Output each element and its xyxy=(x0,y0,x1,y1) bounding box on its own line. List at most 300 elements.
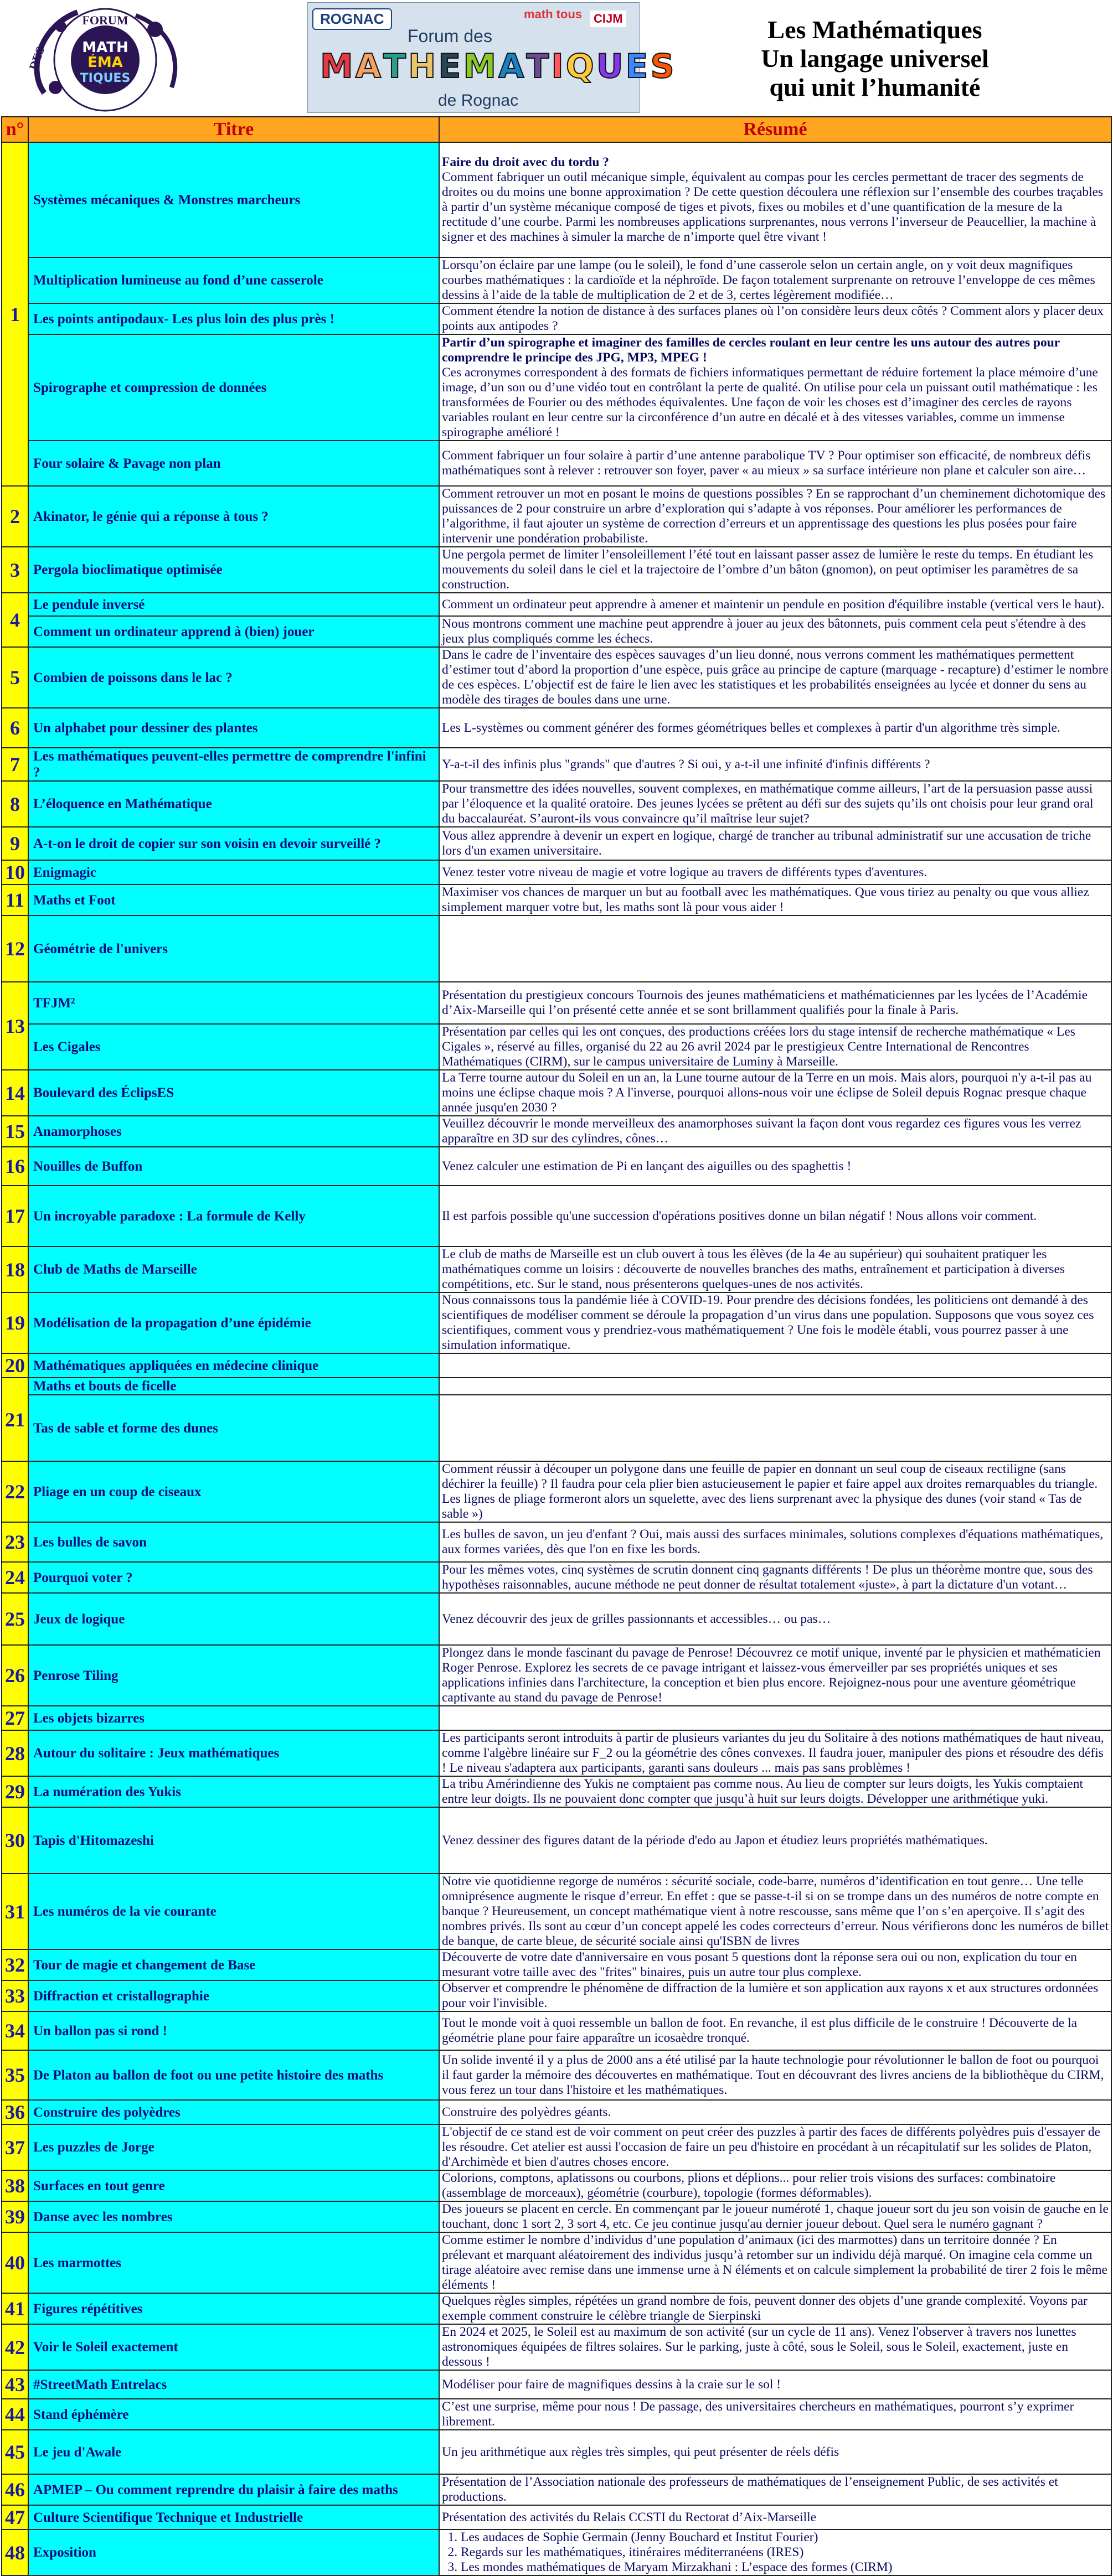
row-number: 15 xyxy=(2,1116,28,1147)
table-row xyxy=(2,1070,1111,1116)
row-number: 38 xyxy=(2,2170,28,2201)
row-title: Le pendule inversé xyxy=(28,593,439,616)
headline-line-1: Les Mathématiques xyxy=(767,15,982,44)
table-row xyxy=(2,2370,1111,2399)
row-summary xyxy=(439,1730,1111,1776)
summary-text: Présentation des activités du Relais CCSTI du Rectorat d’Aix-Marseille xyxy=(442,2510,817,2525)
row-title: Voir le Soleil exactement xyxy=(28,2324,439,2370)
summary-text: Observer et comprendre le phénomène de diffraction de la lumière et son application aux rayons x et aux structures ordonnées pour voir l'invisible. xyxy=(442,1981,1099,2010)
row-title: Boulevard des ÉclipsES xyxy=(28,1070,439,1116)
summary-text: Lorsqu’on éclaire par une lampe (ou le soleil), le fond d’une casserole selon un certain angle, on y voit deux magnifiques courbes mathématiques : la cardioïde et la néphroïde. De façon totalement surprenante on retrouve l’enveloppe de ces mêmes dessins à l’aide de la table de multiplication de 2 et de 3, certes légèrement modifiée… xyxy=(442,258,1095,302)
row-summary xyxy=(439,303,1111,334)
row-title: Nouilles de Buffon xyxy=(28,1147,439,1186)
summary-text: Présentation par celles qui les ont conçues, des productions créées lors du stage intensif de recherche mathématique « Les Cigales », réservé au filles, organisé du 22 au 26 avril 2024 par le prestigieux Centre International de Rencontres Mathématiques (CIRM), sur le campus universitaire de Luminy à Marseille. xyxy=(442,1025,1075,1069)
row-title: Tapis d'Hitomazeshi xyxy=(28,1807,439,1874)
banner-letter: H xyxy=(408,47,436,86)
table-row xyxy=(2,2505,1111,2530)
row-summary xyxy=(439,1024,1111,1070)
row-title: Pourquoi voter ? xyxy=(28,1562,439,1593)
row-summary xyxy=(439,1706,1111,1730)
row-summary xyxy=(439,1776,1111,1807)
row-title: Akinator, le génie qui a réponse à tous ? xyxy=(28,486,439,547)
row-title: Systèmes mécaniques & Monstres marcheurs xyxy=(28,142,439,257)
row-number: 19 xyxy=(2,1292,28,1353)
row-summary xyxy=(439,1593,1111,1645)
math-tous-logo: math tous xyxy=(524,7,583,21)
row-title: De Platon au ballon de foot ou une petite histoire des maths xyxy=(28,2050,439,2100)
row-summary xyxy=(439,547,1111,593)
table-row xyxy=(2,1706,1111,1730)
row-summary xyxy=(439,2474,1111,2505)
row-number: 8 xyxy=(2,781,28,827)
row-title: Les puzzles de Jorge xyxy=(28,2124,439,2170)
row-number: 32 xyxy=(2,1949,28,1980)
table-row xyxy=(2,1645,1111,1706)
row-summary xyxy=(439,2011,1111,2050)
row-title: Un incroyable paradoxe : La formule de Kelly xyxy=(28,1186,439,1246)
row-summary xyxy=(439,1147,1111,1186)
row-summary xyxy=(439,334,1111,441)
svg-text:ÉMA: ÉMA xyxy=(87,54,123,71)
table-row xyxy=(2,1147,1111,1186)
row-number: 4 xyxy=(2,593,28,647)
row-number: 24 xyxy=(2,1562,28,1593)
row-number: 2 xyxy=(2,486,28,547)
table-row xyxy=(2,1395,1111,1461)
summary-text: Modéliser pour faire de magnifiques dessins à la craie sur le sol ! xyxy=(442,2377,781,2392)
banner-letter: M xyxy=(463,47,497,86)
row-title: Les Cigales xyxy=(28,1024,439,1070)
row-summary xyxy=(439,1522,1111,1562)
row-title: Modélisation de la propagation d’une épidémie xyxy=(28,1292,439,1353)
summary-text: Maximiser vos chances de marquer un but au football avec les mathématiques. Que vous tiriez au penalty ou que vous alliez simplement marquer votre but, les maths sont là pour vous aider ! xyxy=(442,885,1089,914)
table-row xyxy=(2,547,1111,593)
column-header-title: Titre xyxy=(28,117,439,142)
row-title: Anamorphoses xyxy=(28,1116,439,1147)
row-summary xyxy=(439,1292,1111,1353)
summary-text: Les bulles de savon, un jeu d'enfant ? Oui, mais aussi des surfaces minimales, solutions complexes d'équations mathématiques, aux formes variées, dès que l'on en fixe les bords. xyxy=(442,1527,1104,1556)
exhibit-item: 2. Regards sur les mathématiques, itinéraires méditerranéens (IRES) xyxy=(461,2545,1109,2560)
row-title: Pergola bioclimatique optimisée xyxy=(28,547,439,593)
table-row xyxy=(2,1730,1111,1776)
row-summary xyxy=(439,2170,1111,2201)
headline-line-3: qui unit l’humanité xyxy=(769,73,981,101)
summary-text: Vous allez apprendre à devenir un expert en logique, chargé de trancher au tribunal administratif sur une accusation de triche lors d'un examen universitaire. xyxy=(442,829,1091,858)
row-title: Géométrie de l'univers xyxy=(28,915,439,982)
table-row xyxy=(2,142,1111,257)
table-row xyxy=(2,303,1111,334)
row-number: 26 xyxy=(2,1645,28,1706)
row-summary xyxy=(439,1070,1111,1116)
row-summary xyxy=(439,257,1111,303)
row-title: Maths et bouts de ficelle xyxy=(28,1378,439,1395)
table-row xyxy=(2,1522,1111,1562)
table-row xyxy=(2,982,1111,1024)
summary-text: Comment un ordinateur peut apprendre à amener et maintenir un pendule en position d'équilibre instable (vertical vers le haut). xyxy=(442,597,1105,612)
summary-text: Nous montrons comment une machine peut apprendre à jouer au jeux des bâtonnets, puis comment cela peut s'étendre à des jeux plus compliqués comme les échecs. xyxy=(442,617,1086,646)
table-row xyxy=(2,2399,1111,2430)
row-title: Les mathématiques peuvent-elles permettre de comprendre l'infini ? xyxy=(28,748,439,781)
row-title: Tas de sable et forme des dunes xyxy=(28,1395,439,1461)
row-summary xyxy=(439,748,1111,781)
row-number: 7 xyxy=(2,748,28,781)
row-number: 17 xyxy=(2,1186,28,1246)
row-number: 25 xyxy=(2,1593,28,1645)
row-number: 45 xyxy=(2,2430,28,2474)
summary-text: Nous connaissons tous la pandémie liée à COVID-19. Pour prendre des décisions fondées, les politiciens ont demandé à des scientifiques de modéliser comment se déroule la propagation d’un virus dans une population. Supposons que vous soyez ces scientifiques, comment vous y prendriez-vous mathématiquement ? Une fois le modèle établi, vous pourrez passer à une simulation informatique. xyxy=(442,1293,1094,1352)
row-number: 41 xyxy=(2,2293,28,2324)
row-number: 33 xyxy=(2,1980,28,2011)
row-number: 47 xyxy=(2,2505,28,2530)
table-row xyxy=(2,1024,1111,1070)
row-number: 22 xyxy=(2,1461,28,1522)
banner-forum-text: Forum des xyxy=(408,26,492,46)
row-summary xyxy=(439,441,1111,486)
row-title: Surfaces en tout genre xyxy=(28,2170,439,2201)
row-summary xyxy=(439,647,1111,708)
summary-text: Un solide inventé il y a plus de 2000 ans a été utilisé par la haute technologie pour révolutionner le ballon de foot ou pourquoi il faut garder la mémoire des découvertes en mathématique. Tout en découvrant des livres anciens de la bibliothèque du CIRM, vous ferez un tour dans l'histoire et les mathématiques. xyxy=(442,2052,1104,2097)
row-number: 13 xyxy=(2,982,28,1070)
table-row xyxy=(2,441,1111,486)
row-number: 36 xyxy=(2,2100,28,2124)
table-row xyxy=(2,2050,1111,2100)
summary-text: Dans le cadre de l’inventaire des espèces sauvages d’un lieu donné, nous verrons comment les mathématiques permettent d’estimer tout d’abord la proportion d’une espèce, puis grâce au principe de capture (marquage - recapture) d’estimer le nombre de ces espèces. L’objectif est de faire le lien avec les statistiques et les probabilités enseignées au lycée et donner du sens au modèle des tirages de boules dans une urne. xyxy=(442,648,1109,707)
table-row xyxy=(2,1562,1111,1593)
row-title: #StreetMath Entrelacs xyxy=(28,2370,439,2399)
table-row xyxy=(2,1378,1111,1395)
summary-text: Plongez dans le monde fascinant du pavage de Penrose! Découvrez ce motif unique, inventé par le physicien et mathématicien Roger Penrose. Explorez les secrets de ce pavage intrigant et laissez-vous émerveiller par ses propriétés uniques et ses applications infinies dans l'architecture, la conception et bien plus encore. Rejoignez-nous pour une aventure géométrique captivante au stand du pavage de Penrose! xyxy=(442,1646,1101,1705)
row-number: 35 xyxy=(2,2050,28,2100)
row-number: 30 xyxy=(2,1807,28,1874)
table-body xyxy=(2,142,1111,2575)
row-number: 44 xyxy=(2,2399,28,2430)
table-row xyxy=(2,257,1111,303)
svg-text:DES: DES xyxy=(26,44,48,72)
row-title: Diffraction et cristallographie xyxy=(28,1980,439,2011)
table-row xyxy=(2,1461,1111,1522)
table-row xyxy=(2,593,1111,616)
row-summary xyxy=(439,982,1111,1024)
row-number: 37 xyxy=(2,2124,28,2170)
summary-text: La tribu Amérindienne des Yukis ne comptaient pas comme nous. Au lieu de compter sur leurs doigts, les Yukis comptaient entre leur doigts. Ils ne pouvaient donc compter que jusqu’à huit sur leurs doigts. Développer une arithmétique yuki. xyxy=(442,1777,1084,1806)
row-number: 14 xyxy=(2,1070,28,1116)
summary-text: L'objectif de ce stand est de voir comment on peut créer des puzzles à partir des faces de différents polyèdres puis d'essayer de les résoudre. Cet atelier est aussi l'occasion de faire un peu d'histoire en procédant à un récapitulatif sur les solides de Platon, d'Archimède et bien d'autres choses encore. xyxy=(442,2125,1101,2169)
table-row xyxy=(2,1292,1111,1353)
summary-text: Le club de maths de Marseille est un club ouvert à tous les élèves (de la 4e au supérieur) qui souhaitent pratiquer les mathématiques comme un loisirs : découverte de nouvelles branches des maths, entraînement et participation à diverses compétitions, etc. Sur le stand, nous présenterons quelques-unes de nos activités. xyxy=(442,1247,1065,1291)
row-summary xyxy=(439,1353,1111,1378)
summary-text: Comment étendre la notion de distance à des surfaces planes où l’on considère leurs deux côtés ? Comment alors y placer deux points aux antipodes ? xyxy=(442,304,1104,333)
row-summary xyxy=(439,2505,1111,2530)
table-row xyxy=(2,2530,1111,2575)
row-number: 27 xyxy=(2,1706,28,1730)
row-title: TFJM² xyxy=(28,982,439,1024)
row-number: 11 xyxy=(2,884,28,915)
table-row xyxy=(2,2100,1111,2124)
headline xyxy=(653,15,1096,102)
row-title: Combien de poissons dans le lac ? xyxy=(28,647,439,708)
row-summary xyxy=(439,860,1111,884)
summary-text: Pour les mêmes votes, cinq systèmes de scrutin donnent cinq gagnants différents ! De plus un théorème montre que, sous des hypothèses raisonnables, aucune méthode ne peut donner de résultat totalement «juste», à part la dictature d'un votant… xyxy=(442,1563,1093,1592)
row-number: 39 xyxy=(2,2201,28,2232)
row-summary xyxy=(439,1980,1111,2011)
row-summary xyxy=(439,1246,1111,1292)
summary-text: Une pergola permet de limiter l’ensoleillement l’été tout en laissant passer assez de lumière le reste du temps. En étudiant les mouvements du soleil dans le ciel et la trajectoire de l’ombre d’un bâton (gnomon), on peut optimiser les paramètres de sa construction. xyxy=(442,547,1094,592)
row-summary xyxy=(439,2324,1111,2370)
row-summary xyxy=(439,2530,1111,2575)
banner-letter: M xyxy=(320,47,353,86)
row-number: 18 xyxy=(2,1246,28,1292)
summary-lead: Partir d’un spirographe et imaginer des familles de cercles roulant en leur centre les uns autour des autres pour comprendre le principe des JPG, MP3, MPEG ! xyxy=(442,335,1060,365)
table-row xyxy=(2,2201,1111,2232)
row-number: 23 xyxy=(2,1522,28,1562)
row-summary xyxy=(439,1378,1111,1395)
summary-text: Pour transmettre des idées nouvelles, souvent complexes, en mathématique comme ailleurs, l’art de la persuasion passe aussi par l’éloquence et la qualité oratoire. Des jeunes lycées se prêtent au défi sur des sujets qu’ils ont choisis pour leur grand oral du baccalauréat. S’auront-ils vous convaincre qu’il maîtrise leur sujet? xyxy=(442,782,1094,826)
row-summary xyxy=(439,884,1111,915)
row-number: 16 xyxy=(2,1147,28,1186)
summary-text: Tout le monde voit à quoi ressemble un ballon de foot. En revanche, il est plus difficile de le construire ! Découverte de la géométrie plane pour faire apparaître un icosaèdre tronqué. xyxy=(442,2016,1078,2045)
banner-letter: E xyxy=(625,47,648,86)
table-row xyxy=(2,915,1111,982)
banner-letter: U xyxy=(596,47,624,86)
banner-letter: T xyxy=(383,47,406,86)
row-title: A-t-on le droit de copier sur son voisin en devoir surveillé ? xyxy=(28,827,439,860)
banner-maths-word xyxy=(319,47,674,86)
table-row xyxy=(2,616,1111,647)
table-row xyxy=(2,2011,1111,2050)
row-title: Figures répétitives xyxy=(28,2293,439,2324)
table-row xyxy=(2,1980,1111,2011)
summary-text: Les L-systèmes ou comment générer des formes géométriques belles et complexes à partir d'un algorithme très simple. xyxy=(442,720,1060,735)
row-title: Culture Scientifique Technique et Industrielle xyxy=(28,2505,439,2530)
row-title: Club de Maths de Marseille xyxy=(28,1246,439,1292)
row-summary xyxy=(439,616,1111,647)
row-title: Pliage en un coup de ciseaux xyxy=(28,1461,439,1522)
summary-text: Il est parfois possible qu'une succession d'opérations positives donne un bilan négatif ! Nous allons voir comment. xyxy=(442,1208,1037,1223)
summary-text: En 2024 et 2025, le Soleil est au maximum de son activité (sur un cycle de 11 ans). Venez l'observer à travers nos lunettes astronomiques équipées de filtres solaires. Sur le parking, juste à côté, sous le Soleil, sous le Soleil, exactement, juste en dessous ! xyxy=(442,2325,1076,2369)
summary-text: Comment réussir à découper un polygone dans une feuille de papier en donnant un seul coup de ciseaux rectiligne (sans déchirer la feuille) ? Il faudra pour cela plier bien astucieusement le papier et faire appel aux droites remarquables du triangle. Les lignes de pliage formeront alors un squelette, avec des liens surprenant avec la physique des dunes (voir stand « Tas de sable ») xyxy=(442,1462,1098,1521)
row-summary xyxy=(439,1949,1111,1980)
table-row xyxy=(2,1776,1111,1807)
table-row xyxy=(2,1593,1111,1645)
summary-text: Construire des polyèdres géants. xyxy=(442,2104,611,2119)
row-title: Multiplication lumineuse au fond d’une casserole xyxy=(28,257,439,303)
table-row xyxy=(2,708,1111,748)
row-title: Les marmottes xyxy=(28,2232,439,2293)
table-row xyxy=(2,1116,1111,1147)
row-number: 43 xyxy=(2,2370,28,2399)
summary-text: Notre vie quotidienne regorge de numéros : sécurité sociale, code-barre, numéros d’identification en tout genre… Une telle omniprésence augmente le risque d’erreur. En effet : que se passe-t-il si on se trompe dans un des numéros de notre compte en banque ? Heureusement, un concept mathématique vient à notre rescousse, sans même que l’on s’en aperçoive. Il s’agit des nombres privés. Ils sont au cœur d’un concept appelé les codes correcteurs d’erreur. Nous vérifierons donc les numéros de billet de banque, de carte bleue, de sécurité sociale ainsi qu'ISBN de livres xyxy=(442,1874,1109,1948)
table-row xyxy=(2,2293,1111,2324)
summary-text: Comment fabriquer un outil mécanique simple, équivalent au compas pour les cercles permettant de tracer des segments de droites ou du moins une bonne approximation ? De cette question découlera une réflexion sur l’ensemble des courbes traçables à partir d’un système mécanique composé de tiges et pivots, fixes ou mobiles et d’une quantification de la mesure de la rectitude d’une courbe. Parmi les nombreuses applications surprenantes, nous verrons l’inverseur de Peaucellier, la machine à signer et des machines à simuler la marche de n’importe quel être vivant ! xyxy=(442,170,1104,244)
row-summary xyxy=(439,1461,1111,1522)
row-number: 28 xyxy=(2,1730,28,1776)
row-number: 34 xyxy=(2,2011,28,2050)
table-row xyxy=(2,2170,1111,2201)
row-summary xyxy=(439,1874,1111,1949)
row-summary xyxy=(439,1116,1111,1147)
row-title: Comment un ordinateur apprend à (bien) jouer xyxy=(28,616,439,647)
summary-text: Colorions, comptons, aplatissons ou courbons, plions et déplions... pour relier trois visions des surfaces: combinatoire (assemblage de morceaux), géométrie (courbure), topologie (formes déformables). xyxy=(442,2171,1056,2200)
column-header-summary: Résumé xyxy=(439,117,1111,142)
program-table xyxy=(1,116,1112,2576)
summary-text: Un jeu arithmétique aux règles très simples, qui peut présenter de réels défis xyxy=(442,2444,839,2459)
exhibit-item: 3. Les mondes mathématiques de Maryam Mirzakhani : L’espace des formes (CIRM) xyxy=(461,2560,1109,2575)
banner-letter: A xyxy=(498,47,524,86)
row-number: 20 xyxy=(2,1353,28,1378)
row-title: L’éloquence en Mathématique xyxy=(28,781,439,827)
row-title: Exposition xyxy=(28,2530,439,2575)
table-row xyxy=(2,1186,1111,1246)
row-summary xyxy=(439,1645,1111,1706)
table-row xyxy=(2,1949,1111,1980)
row-summary xyxy=(439,1807,1111,1874)
row-title: Les points antipodaux- Les plus loin des plus près ! xyxy=(28,303,439,334)
row-summary xyxy=(439,2430,1111,2474)
row-summary xyxy=(439,2232,1111,2293)
summary-text: Comme estimer le nombre d’individus d’une population d’animaux (ici des marmottes) dans un territoire donnée ? En prélevant et marquant aléatoirement des individus jusqu’à retomber sur un individu déjà marqué. On imagine cela comme un tirage aléatoire avec remise dans une immense urne à N éléments et on calcule simplement la probabilité de tirer 2 fois le même éléments ! xyxy=(442,2233,1107,2292)
exhibit-item: 1. Les audaces de Sophie Germain (Jenny Bouchard et Institut Fourier) xyxy=(461,2530,1109,2545)
row-summary xyxy=(439,915,1111,982)
table-row xyxy=(2,2124,1111,2170)
banner-letter: T xyxy=(526,47,549,86)
row-number: 40 xyxy=(2,2232,28,2293)
column-header-num: n° xyxy=(2,117,28,142)
row-title: Les objets bizarres xyxy=(28,1706,439,1730)
row-title: La numération des Yukis xyxy=(28,1776,439,1807)
row-summary xyxy=(439,2050,1111,2100)
table-row xyxy=(2,2324,1111,2370)
summary-text: Y-a-t-il des infinis plus "grands" que d'autres ? Si oui, y a-t-il une infinité d'infinis différents ? xyxy=(442,757,930,772)
row-summary xyxy=(439,2201,1111,2232)
summary-text: Quelques règles simples, répétées un grand nombre de fois, peuvent donner des objets d’une grande complexité. Voyons par exemple comment construire le célèbre triangle de Sierpinski xyxy=(442,2294,1088,2323)
forum-banner xyxy=(307,2,674,113)
table-row xyxy=(2,2474,1111,2505)
row-summary xyxy=(439,1395,1111,1461)
row-title: Penrose Tiling xyxy=(28,1645,439,1706)
summary-text: Comment retrouver un mot en posant le moins de questions possibles ? En se rapprochant d’un cheminement dichotomique des puissances de 2 pour construire un arbre d’exploration qui s’adapte à vos réponses. Pour améliorer les performances de l’algorithme, il faut ajouter un système de correction d’erreurs et un apprentissage des questions les plus posées pour faire intervenir une pondération probabiliste. xyxy=(442,487,1106,546)
row-summary xyxy=(439,827,1111,860)
row-title: Tour de magie et changement de Base xyxy=(28,1949,439,1980)
table-row xyxy=(2,334,1111,441)
svg-text:FORUM: FORUM xyxy=(82,13,128,27)
banner-letter: I xyxy=(551,47,564,86)
row-number: 12 xyxy=(2,915,28,982)
svg-text:TIQUES: TIQUES xyxy=(80,71,131,85)
row-number: 5 xyxy=(2,647,28,708)
summary-text: Venez découvrir des jeux de grilles passionnants et accessibles… ou pas… xyxy=(442,1611,831,1626)
row-title: Maths et Foot xyxy=(28,884,439,915)
table-header-row xyxy=(2,117,1111,142)
row-title: APMEP – Ou comment reprendre du plaisir à faire des maths xyxy=(28,2474,439,2505)
summary-text: Des joueurs se placent en cercle. En commençant par le joueur numéroté 1, chaque joueur sort du jeu son voisin de gauche en le touchant, donc 1 sort 2, 3 sort 4, etc. Ce jeu continue jusqu'au dernier joueur debout. Quel sera le numéro gagnant ? xyxy=(442,2202,1109,2231)
banner-subtitle: de Rognac xyxy=(438,91,519,110)
row-title: Spirographe et compression de données xyxy=(28,334,439,441)
row-title: Un ballon pas si rond ! xyxy=(28,2011,439,2050)
banner-letter: S xyxy=(650,47,674,86)
table-row xyxy=(2,1353,1111,1378)
row-title: Autour du solitaire : Jeux mathématiques xyxy=(28,1730,439,1776)
row-title: Construire des polyèdres xyxy=(28,2100,439,2124)
row-number: 29 xyxy=(2,1776,28,1807)
row-summary xyxy=(439,142,1111,257)
summary-text: Présentation de l’Association nationale des professeurs de mathématiques de l’enseignement Public, de ses activités et productions. xyxy=(442,2475,1058,2504)
table-row xyxy=(2,1874,1111,1949)
row-summary xyxy=(439,2399,1111,2430)
summary-text: Découverte de votre date d'anniversaire en vous posant 5 questions dont la réponse sera oui ou non, explication du tour en mesurant votre taille avec des "frites" binaires, puis un autre tour plus complexe. xyxy=(442,1950,1077,1979)
row-number: 42 xyxy=(2,2324,28,2370)
row-summary xyxy=(439,708,1111,748)
row-summary xyxy=(439,2370,1111,2399)
summary-text: Veuillez découvrir le monde merveilleux des anamorphoses suivant la façon dont vous regardez ces figures vous les verrez apparaître en 3D sur des cylindres, cônes… xyxy=(442,1116,1081,1146)
summary-text: Ces acronymes correspondent à des formats de fichiers informatiques permettant de réduire fortement la place mémoire d’une image, d’un son ou d’une vidéo tout en contrôlant la perte de qualité. On utilise pour cela un puissant outil mathématique : les transformées de Fourier ou des méthodes équivalentes. Une façon de voir les choses est d’imaginer des cercles de rayons variables roulant en leur centre sur la circonférence d’un autre en décalé et à des vitesses variables, comme un immense spirographe amélioré ! xyxy=(442,365,1098,439)
row-number: 9 xyxy=(2,827,28,860)
headline-line-2: Un langage universel xyxy=(761,44,989,73)
row-number: 48 xyxy=(2,2530,28,2575)
summary-text: Venez calculer une estimation de Pi en lançant des aiguilles ou des spaghettis ! xyxy=(442,1158,852,1173)
banner-letter: Q xyxy=(565,47,594,86)
row-summary xyxy=(439,1186,1111,1246)
table-row xyxy=(2,647,1111,708)
svg-text:MATH: MATH xyxy=(82,39,128,56)
exhibit-list xyxy=(442,2530,1109,2575)
banner-letter: A xyxy=(355,47,382,86)
banner-letter: E xyxy=(438,47,461,86)
row-number: 3 xyxy=(2,547,28,593)
table-row xyxy=(2,781,1111,827)
table-row xyxy=(2,1807,1111,1874)
row-title: Jeux de logique xyxy=(28,1593,439,1645)
row-title: Stand éphémère xyxy=(28,2399,439,2430)
row-number: 31 xyxy=(2,1874,28,1949)
row-summary xyxy=(439,1562,1111,1593)
cijm-logo: CIJM xyxy=(590,11,626,27)
row-title: Mathématiques appliquées en médecine clinique xyxy=(28,1353,439,1378)
row-summary xyxy=(439,2124,1111,2170)
row-number: 6 xyxy=(2,708,28,748)
row-number: 21 xyxy=(2,1378,28,1461)
table-row xyxy=(2,860,1111,884)
row-summary xyxy=(439,2100,1111,2124)
table-row xyxy=(2,884,1111,915)
page-header xyxy=(0,0,1113,116)
row-number: 1 xyxy=(2,142,28,486)
row-title: Four solaire & Pavage non plan xyxy=(28,441,439,486)
rognac-logo: ROGNAC xyxy=(312,8,392,30)
summary-text: C’est une surprise, même pour nous ! De passage, des universitaires chercheurs en mathématiques, pourront s’y exprimer librement. xyxy=(442,2399,1074,2429)
summary-text: Présentation du prestigieux concours Tournois des jeunes mathématiciens et mathématiciennes par les lycées de l’Académie d’Aix-Marseille qui l’on présenté cette année et se sont brillamment qualifiés pour la finale à Paris. xyxy=(442,988,1088,1017)
row-title: Danse avec les nombres xyxy=(28,2201,439,2232)
row-summary xyxy=(439,781,1111,827)
row-title: Un alphabet pour dessiner des plantes xyxy=(28,708,439,748)
table-row xyxy=(2,827,1111,860)
summary-text: Venez tester votre niveau de magie et votre logique au travers de différents types d'aventures. xyxy=(442,865,928,880)
table-row xyxy=(2,2430,1111,2474)
table-row xyxy=(2,748,1111,781)
row-title: Le jeu d'Awale xyxy=(28,2430,439,2474)
row-summary xyxy=(439,486,1111,547)
row-number: 10 xyxy=(2,860,28,884)
row-number: 46 xyxy=(2,2474,28,2505)
summary-text: La Terre tourne autour du Soleil en un an, la Lune tourne autour de la Terre en un mois. Mais alors, pourquoi n'y a-t-il pas au moins une éclipse chaque mois ? A l'inverse, pourquoi allons-nous voir une éclipse de Soleil depuis Rognac presque chaque année jusqu'en 2030 ? xyxy=(442,1070,1092,1115)
row-title: Les bulles de savon xyxy=(28,1522,439,1562)
forum-logo xyxy=(22,4,188,112)
row-summary xyxy=(439,2293,1111,2324)
row-title: Enigmagic xyxy=(28,860,439,884)
row-title: Les numéros de la vie courante xyxy=(28,1874,439,1949)
summary-text: Venez dessiner des figures datant de la période d'edo au Japon et étudiez leurs propriétés mathématiques. xyxy=(442,1833,988,1848)
table-row xyxy=(2,2232,1111,2293)
table-row xyxy=(2,1246,1111,1292)
